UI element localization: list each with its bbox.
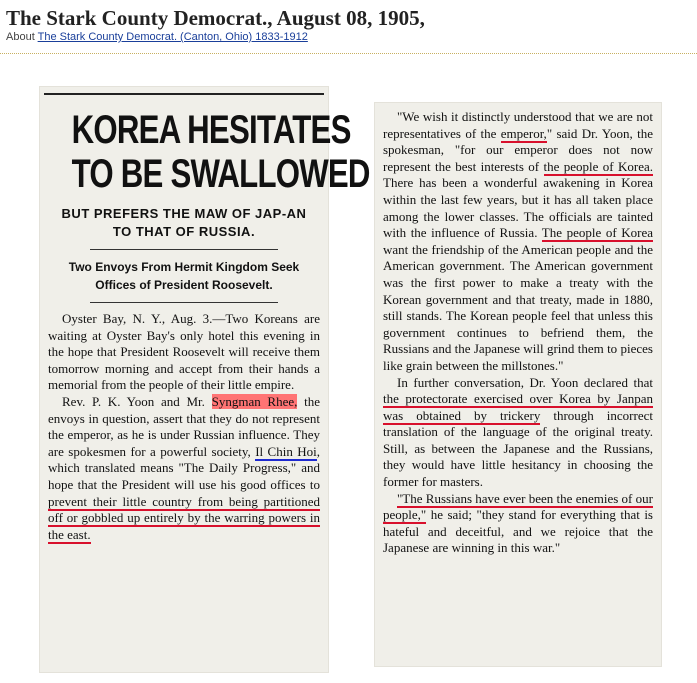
underlined-text: prevent their little country from being partitioned off or gobbled up entirely by the warring powers in the east. xyxy=(48,493,320,542)
about-label: About xyxy=(6,31,35,43)
text-run: Rev. P. K. Yoon and Mr. xyxy=(62,393,212,409)
underlined-text: "The Russians have ever been the enemies of our people," xyxy=(383,490,653,523)
header-divider xyxy=(0,53,697,54)
left-body-text xyxy=(48,311,320,543)
about-line xyxy=(6,31,691,43)
underlined-text: the protectorate exercised over Korea by Janpan was obtained by trickery xyxy=(383,391,653,423)
page-title: The Stark County Democrat., August 08, 1905, xyxy=(6,6,425,30)
text-run: want the friendship of the American people and the American government. The American government was the first power to make a treaty with the Korean government and that treaty, made in 1880, still stands. The Korean people feel that unless this government continues to befriend them, the Russians and the Japanese will grind them to pieces like grain between the millstones." xyxy=(383,241,653,373)
paragraph xyxy=(48,394,320,543)
underlined-text: emperor, xyxy=(500,125,547,141)
headline-line-1: KOREA HESITATES xyxy=(71,108,351,152)
text-run: " said Dr. Yoon, the spokesman, "for our emperor does not now represent the best interests of xyxy=(383,125,653,174)
section-rule xyxy=(90,249,278,250)
underlined-society: Il Chin Hoi xyxy=(255,443,317,459)
paragraph xyxy=(383,491,653,557)
underlined-text: The people of Korea xyxy=(541,225,653,241)
paragraph xyxy=(383,109,653,375)
deck-text: Two Envoys From Hermit Kingdom Seek Offices of President Roosevelt. xyxy=(68,260,300,292)
right-body-text xyxy=(383,109,653,557)
paragraph: Oyster Bay, N. Y., Aug. 3.—Two Koreans are waiting at Oyster Bay's only hotel this evening in the hope that President Roosevelt will receive them tomorrow morning and accept from their hands a memorial from the people of their little empire. xyxy=(48,311,320,393)
text-run: , which translated means "The Daily Progress," and hope that the President will use his good offices to xyxy=(48,443,320,492)
paragraph xyxy=(383,375,653,491)
clipping-left xyxy=(40,87,370,672)
subheadline: BUT PREFERS THE MAW OF JAP-AN TO THAT OF RUSSIA. xyxy=(61,206,307,239)
section-rule xyxy=(90,302,278,303)
text-run: the envoys in question, assert that they do not represent the emperor, as he is under Russian influence. They are spokesmen for a powerful society, xyxy=(48,393,321,459)
highlighted-name: Syngman Rhee, xyxy=(211,393,298,409)
text-run: he said; "they stand for everything that is hateful and deceitful, and we rejoice that the Japanese are winning in this war." xyxy=(383,507,653,556)
text-run: "We wish it distinctly understood that we are not representatives of the xyxy=(383,109,653,141)
text-run: In further conversation, Dr. Yoon declared that xyxy=(397,374,653,390)
page-header xyxy=(6,2,691,43)
column-top-rule xyxy=(44,93,324,95)
underlined-text: the people of Korea. xyxy=(543,158,653,174)
headline-line-2: TO BE SWALLOWED xyxy=(71,152,370,196)
newspaper-link[interactable]: The Stark County Democrat. (Canton, Ohio) 1833-1912 xyxy=(37,31,308,43)
clipping-right xyxy=(375,103,661,666)
text-run: There has been a wonderful awakening in Korea within the last few years, but it has all taken place among the lower classes. The officials are tainted with the influence of Russia. xyxy=(383,175,653,241)
text-run: through incorrect translation of the language of the original treaty. Still, as between the Japanese and the Russians, they would have little hesitancy in choosing the former for masters. xyxy=(383,407,653,490)
